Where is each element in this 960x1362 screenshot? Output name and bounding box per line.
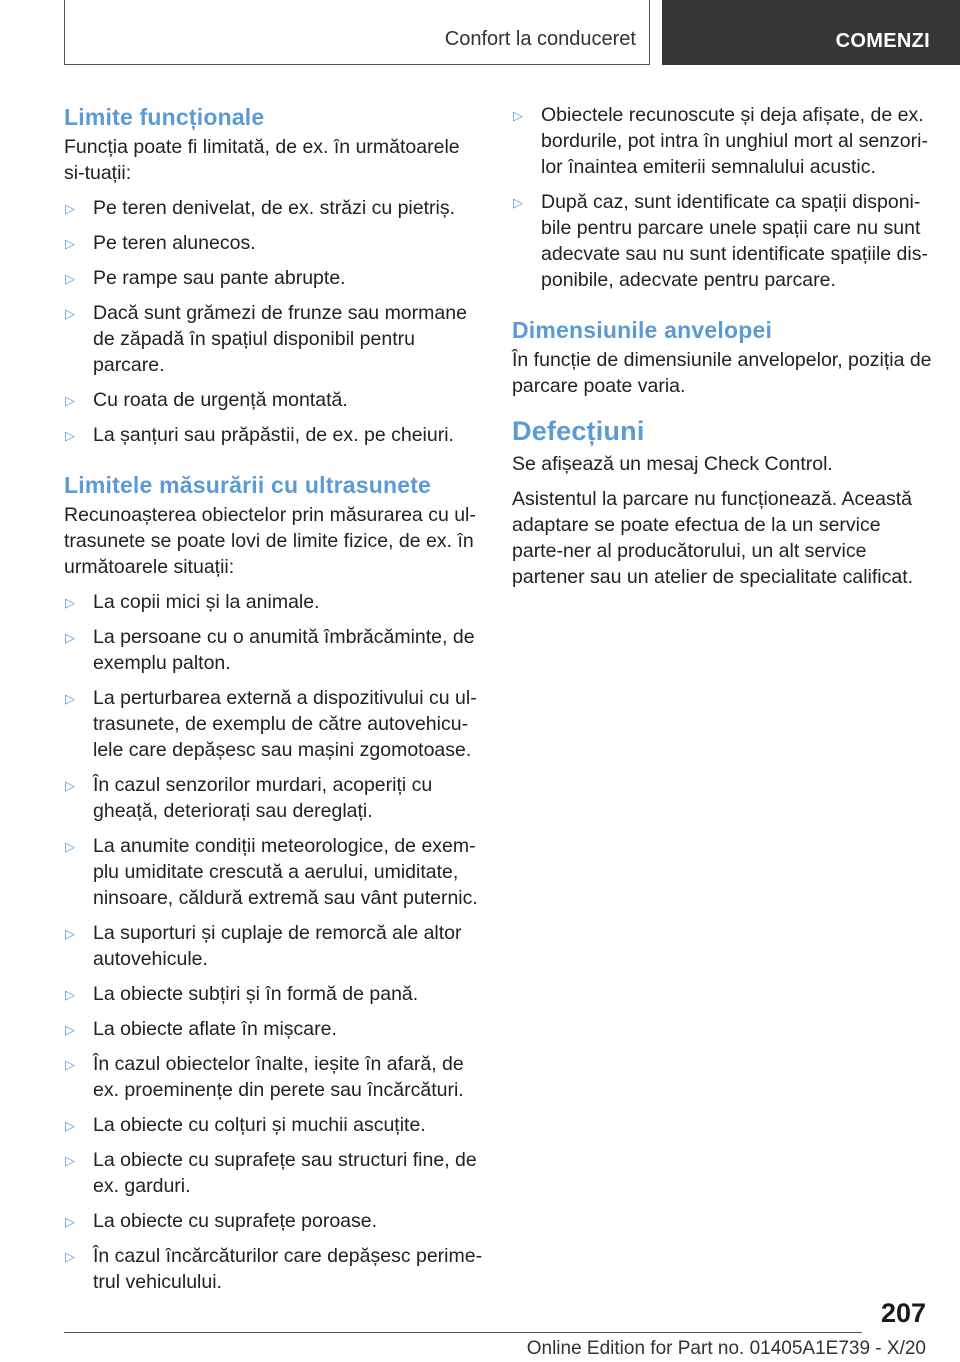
triangle-bullet-icon: ▷ [65,1022,75,1037]
list-functional-limits [64,195,484,448]
triangle-bullet-icon: ▷ [65,778,75,793]
list-ultrasound-limits [64,589,484,1295]
header-right-rule [649,0,650,64]
triangle-bullet-icon: ▷ [65,595,75,610]
list-item: ▷ Dacă sunt grămezi de frunze sau mormane de zăpadă în spațiul disponibil pentru parcare. [65,302,467,376]
triangle-bullet-icon: ▷ [513,108,523,123]
right-column [512,100,932,590]
footer-edition: Online Edition for Part no. 01405A1E739 - X/20 [526,1338,926,1359]
left-column [64,100,484,1295]
triangle-bullet-icon: ▷ [65,839,75,854]
list-item: ▷ Pe teren denivelat, de ex. străzi cu pietriș. [64,195,484,221]
triangle-bullet-icon: ▷ [65,306,75,321]
header-chapter-label: COMENZI [835,30,930,52]
triangle-bullet-icon: ▷ [513,195,523,210]
triangle-bullet-icon: ▷ [65,1249,75,1264]
list-item: ▷ După caz, sunt identificate ca spații disponi-bile pentru parcare unele spații care nu sunt adecvate sau nu sunt identificate spațiile dis-ponibile, adecvate pentru parcare. [513,191,928,291]
page-number: 207 [880,1298,926,1328]
list-item: ▷ La obiecte cu suprafețe poroase. [64,1208,484,1234]
list-item: ▷ La suporturi și cuplaje de remorcă ale altor autovehicule. [65,922,462,970]
list-item: ▷ Pe teren alunecos. [64,230,484,256]
list-item: ▷ Pe rampe sau pante abrupte. [64,265,484,291]
heading-tire-dimensions: Dimensiunile anvelopei [512,317,773,343]
header-bottom-rule [64,64,650,65]
heading-functional-limits: Limite funcționale [64,104,265,130]
list-item: ▷ La obiecte cu colțuri și muchii ascuțite. [64,1112,484,1138]
paragraph-check-control: Se afișează un mesaj Check Control. [512,453,833,475]
triangle-bullet-icon: ▷ [65,271,75,286]
triangle-bullet-icon: ▷ [65,428,75,443]
paragraph-functional-limits: Funcția poate fi limitată, de ex. în următoarele si-tuații: [64,136,460,184]
list-item: ▷ La anumite condiții meteorologice, de exem-plu umiditate crescută a aerului, umiditate, ninsoare, căldură extremă sau vânt puternic. [65,835,478,909]
list-item: ▷ În cazul senzorilor murdari, acoperiți cu gheață, deteriorați sau dereglați. [65,774,433,822]
list-item: ▷ La obiecte subțiri și în formă de pană. [64,981,484,1007]
triangle-bullet-icon: ▷ [65,691,75,706]
paragraph-ultrasound-limits: Recunoașterea obiectelor prin măsurarea cu ul-trasunete se poate lovi de limite fizice, de ex. în următoarele situații: [64,504,476,578]
triangle-bullet-icon: ▷ [65,236,75,251]
triangle-bullet-icon: ▷ [65,1057,75,1072]
list-item: ▷ În cazul încărcăturilor care depășesc perime-trul vehiculului. [65,1245,483,1293]
header-section-title: Confort la conduceret [444,28,636,50]
list-item: ▷ În cazul obiectelor înalte, ieșite în afară, de ex. proeminențe din perete sau încărcături. [65,1053,464,1101]
triangle-bullet-icon: ▷ [65,1153,75,1168]
header-left-rule [64,0,65,64]
triangle-bullet-icon: ▷ [65,630,75,645]
list-item: ▷ La obiecte aflate în mișcare. [64,1016,484,1042]
triangle-bullet-icon: ▷ [65,926,75,941]
triangle-bullet-icon: ▷ [65,1118,75,1133]
list-item: ▷ La obiecte cu suprafețe sau structuri fine, de ex. garduri. [65,1149,477,1197]
list-item: ▷ La perturbarea externă a dispozitivului cu ul-trasunete, de exemplu de către autovehicu-lele care depășesc sau mașini zgomotoase. [65,687,477,761]
triangle-bullet-icon: ▷ [65,393,75,408]
list-item: ▷ Obiectele recunoscute și deja afișate, de ex. bordurile, pot intra în unghiul mort al senzori-lor înaintea emiterii semnalului acustic. [513,104,928,178]
footer-rule [64,1332,862,1333]
paragraph-tire-dimensions: În funcție de dimensiunile anvelopelor, poziția de parcare poate varia. [512,349,932,397]
list-item: ▷ La copii mici și la animale. [64,589,484,615]
header-chapter-tab [662,0,960,65]
triangle-bullet-icon: ▷ [65,987,75,1002]
list-item: ▷ La șanțuri sau prăpăstii, de ex. pe cheiuri. [64,422,484,448]
heading-malfunctions: Defecțiuni [512,416,645,446]
list-item: ▷ Cu roata de urgență montată. [64,387,484,413]
triangle-bullet-icon: ▷ [65,1214,75,1229]
heading-ultrasound-limits: Limitele măsurării cu ultrasunete [64,472,432,498]
paragraph-parking-assistant: Asistentul la parcare nu funcționează. Această adaptare se poate efectua de la un service parte-ner al producătorului, un alt service partener sau un atelier de specialitate calificat. [512,488,914,588]
triangle-bullet-icon: ▷ [65,201,75,216]
list-item: ▷ La persoane cu o anumită îmbrăcăminte, de exemplu palton. [65,626,475,674]
list-ultrasound-limits-continued [512,102,932,293]
